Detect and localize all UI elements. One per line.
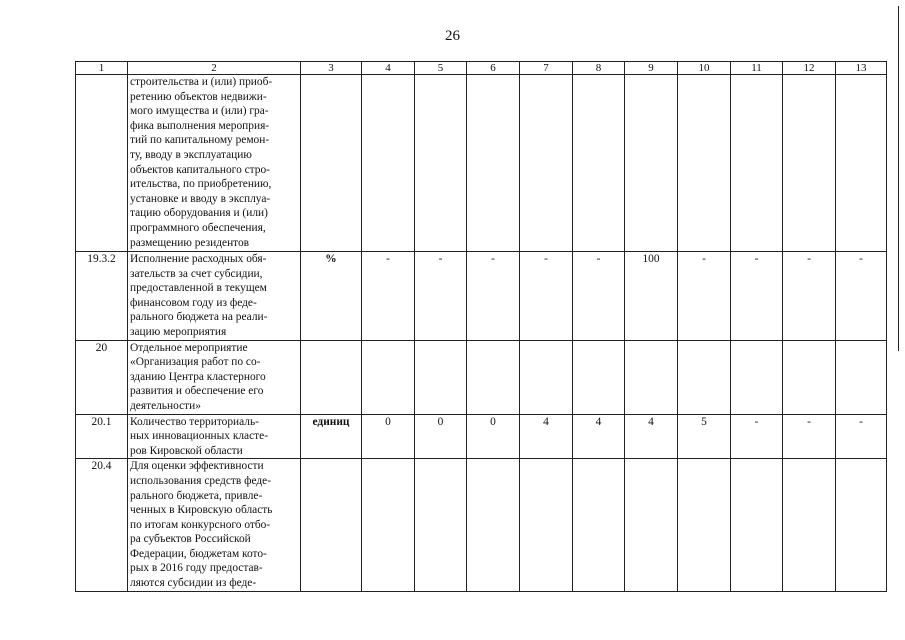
description-line: ченных в Кировскую область [130,504,273,517]
value-cell [731,75,783,252]
value-cell: - [520,252,573,341]
value-cell [678,340,731,414]
column-header: 13 [836,62,887,75]
description-line: рых в 2016 году предостав- [130,562,263,575]
value-cell [573,459,625,591]
description-line: деятельности» [130,399,201,412]
description-line: ительства, по приобретению, [130,178,272,191]
row-number: 19.3.2 [76,252,128,341]
column-header: 5 [415,62,467,75]
description-line: Отдельное мероприятие [130,341,248,354]
column-header: 9 [625,62,678,75]
table-row [76,340,887,414]
header-row [76,62,887,75]
unit-cell: % [301,252,362,341]
value-cell: - [678,252,731,341]
margin-rule [898,6,899,351]
value-cell [415,75,467,252]
row-number: 20.1 [76,414,128,459]
indicators-table [75,61,887,592]
table-row [76,75,887,252]
value-cell: - [783,414,836,459]
description-line: ра субъектов Российской [130,533,251,546]
value-cell: 0 [415,414,467,459]
row-description [128,459,301,591]
row-description [128,75,301,252]
column-header: 10 [678,62,731,75]
table-row [76,459,887,591]
value-cell [362,459,415,591]
column-header: 1 [76,62,128,75]
value-cell [467,459,520,591]
column-header: 12 [783,62,836,75]
page-number: 26 [445,28,460,44]
column-header: 3 [301,62,362,75]
description-line: рального бюджета, привле- [130,489,263,502]
value-cell: 0 [362,414,415,459]
description-line: использования средств феде- [130,474,272,487]
description-line: зданию Центра кластерного [130,370,266,383]
unit-cell: единиц [301,414,362,459]
value-cell: - [731,414,783,459]
description-line: ных инновационных класте- [130,430,268,443]
description-line: по итогам конкурсного отбо- [130,518,271,531]
description-line: мого имущества и (или) гра- [130,105,269,118]
value-cell: 4 [520,414,573,459]
value-cell [467,340,520,414]
value-cell [783,459,836,591]
value-cell [836,459,887,591]
value-cell [362,75,415,252]
description-line: тий по капитальному ремон- [130,134,270,147]
value-cell: - [415,252,467,341]
column-header: 6 [467,62,520,75]
description-line: строительства и (или) приоб- [130,76,273,88]
description-line: ретению объектов недвижи- [130,90,267,103]
description-line: предоставленной в текущем [130,282,267,295]
value-cell: 4 [625,414,678,459]
description-line: зательств за счет субсидии, [130,267,263,280]
value-cell [836,75,887,252]
description-line: развития и обеспечение его [130,385,264,398]
value-cell: 100 [625,252,678,341]
value-cell [625,459,678,591]
value-cell [573,75,625,252]
description-line: Количество территориаль- [130,415,259,428]
value-cell [415,459,467,591]
value-cell [625,340,678,414]
description-line: ляются субсидии из феде- [130,577,257,590]
column-header: 11 [731,62,783,75]
column-header: 7 [520,62,573,75]
row-description [128,252,301,341]
description-line: объектов капитального стро- [130,163,270,176]
value-cell [520,75,573,252]
row-description [128,414,301,459]
value-cell [625,75,678,252]
description-line: Исполнение расходных обя- [130,253,267,265]
value-cell [573,340,625,414]
row-number: 20 [76,340,128,414]
value-cell: - [783,252,836,341]
value-cell: - [836,414,887,459]
value-cell [415,340,467,414]
value-cell [836,340,887,414]
value-cell [678,459,731,591]
value-cell [731,340,783,414]
row-number [76,75,128,252]
description-line: ту, вводу в эксплуатацию [130,148,252,161]
value-cell [467,75,520,252]
value-cell: 4 [573,414,625,459]
description-line: фика выполнения мероприя- [130,119,270,132]
description-line: «Организация работ по со- [130,356,261,369]
value-cell: - [573,252,625,341]
value-cell: - [362,252,415,341]
description-line: ров Кировской области [130,444,243,457]
column-header: 8 [573,62,625,75]
description-line: зацию мероприятия [130,325,227,338]
value-cell [783,340,836,414]
value-cell [362,340,415,414]
value-cell: 0 [467,414,520,459]
value-cell [678,75,731,252]
description-line: тацию оборудования и (или) [130,207,268,220]
unit-cell [301,75,362,252]
value-cell [520,340,573,414]
description-line: Для оценки эффективности [130,460,264,473]
description-line: программного обеспечения, [130,221,266,234]
description-line: установке и вводу в эксплуа- [130,192,271,205]
value-cell: 5 [678,414,731,459]
row-description [128,340,301,414]
column-header: 2 [128,62,301,75]
value-cell [783,75,836,252]
description-line: Федерации, бюджетам кото- [130,547,267,560]
unit-cell [301,459,362,591]
value-cell [520,459,573,591]
description-line: финансовом году из феде- [130,296,257,309]
value-cell: - [731,252,783,341]
value-cell [731,459,783,591]
value-cell: - [836,252,887,341]
row-number: 20.4 [76,459,128,591]
table-row [76,252,887,341]
description-line: размещению резидентов [130,236,250,249]
description-line: рального бюджета на реали- [130,311,268,324]
table-row [76,414,887,459]
column-header: 4 [362,62,415,75]
value-cell: - [467,252,520,341]
unit-cell [301,340,362,414]
